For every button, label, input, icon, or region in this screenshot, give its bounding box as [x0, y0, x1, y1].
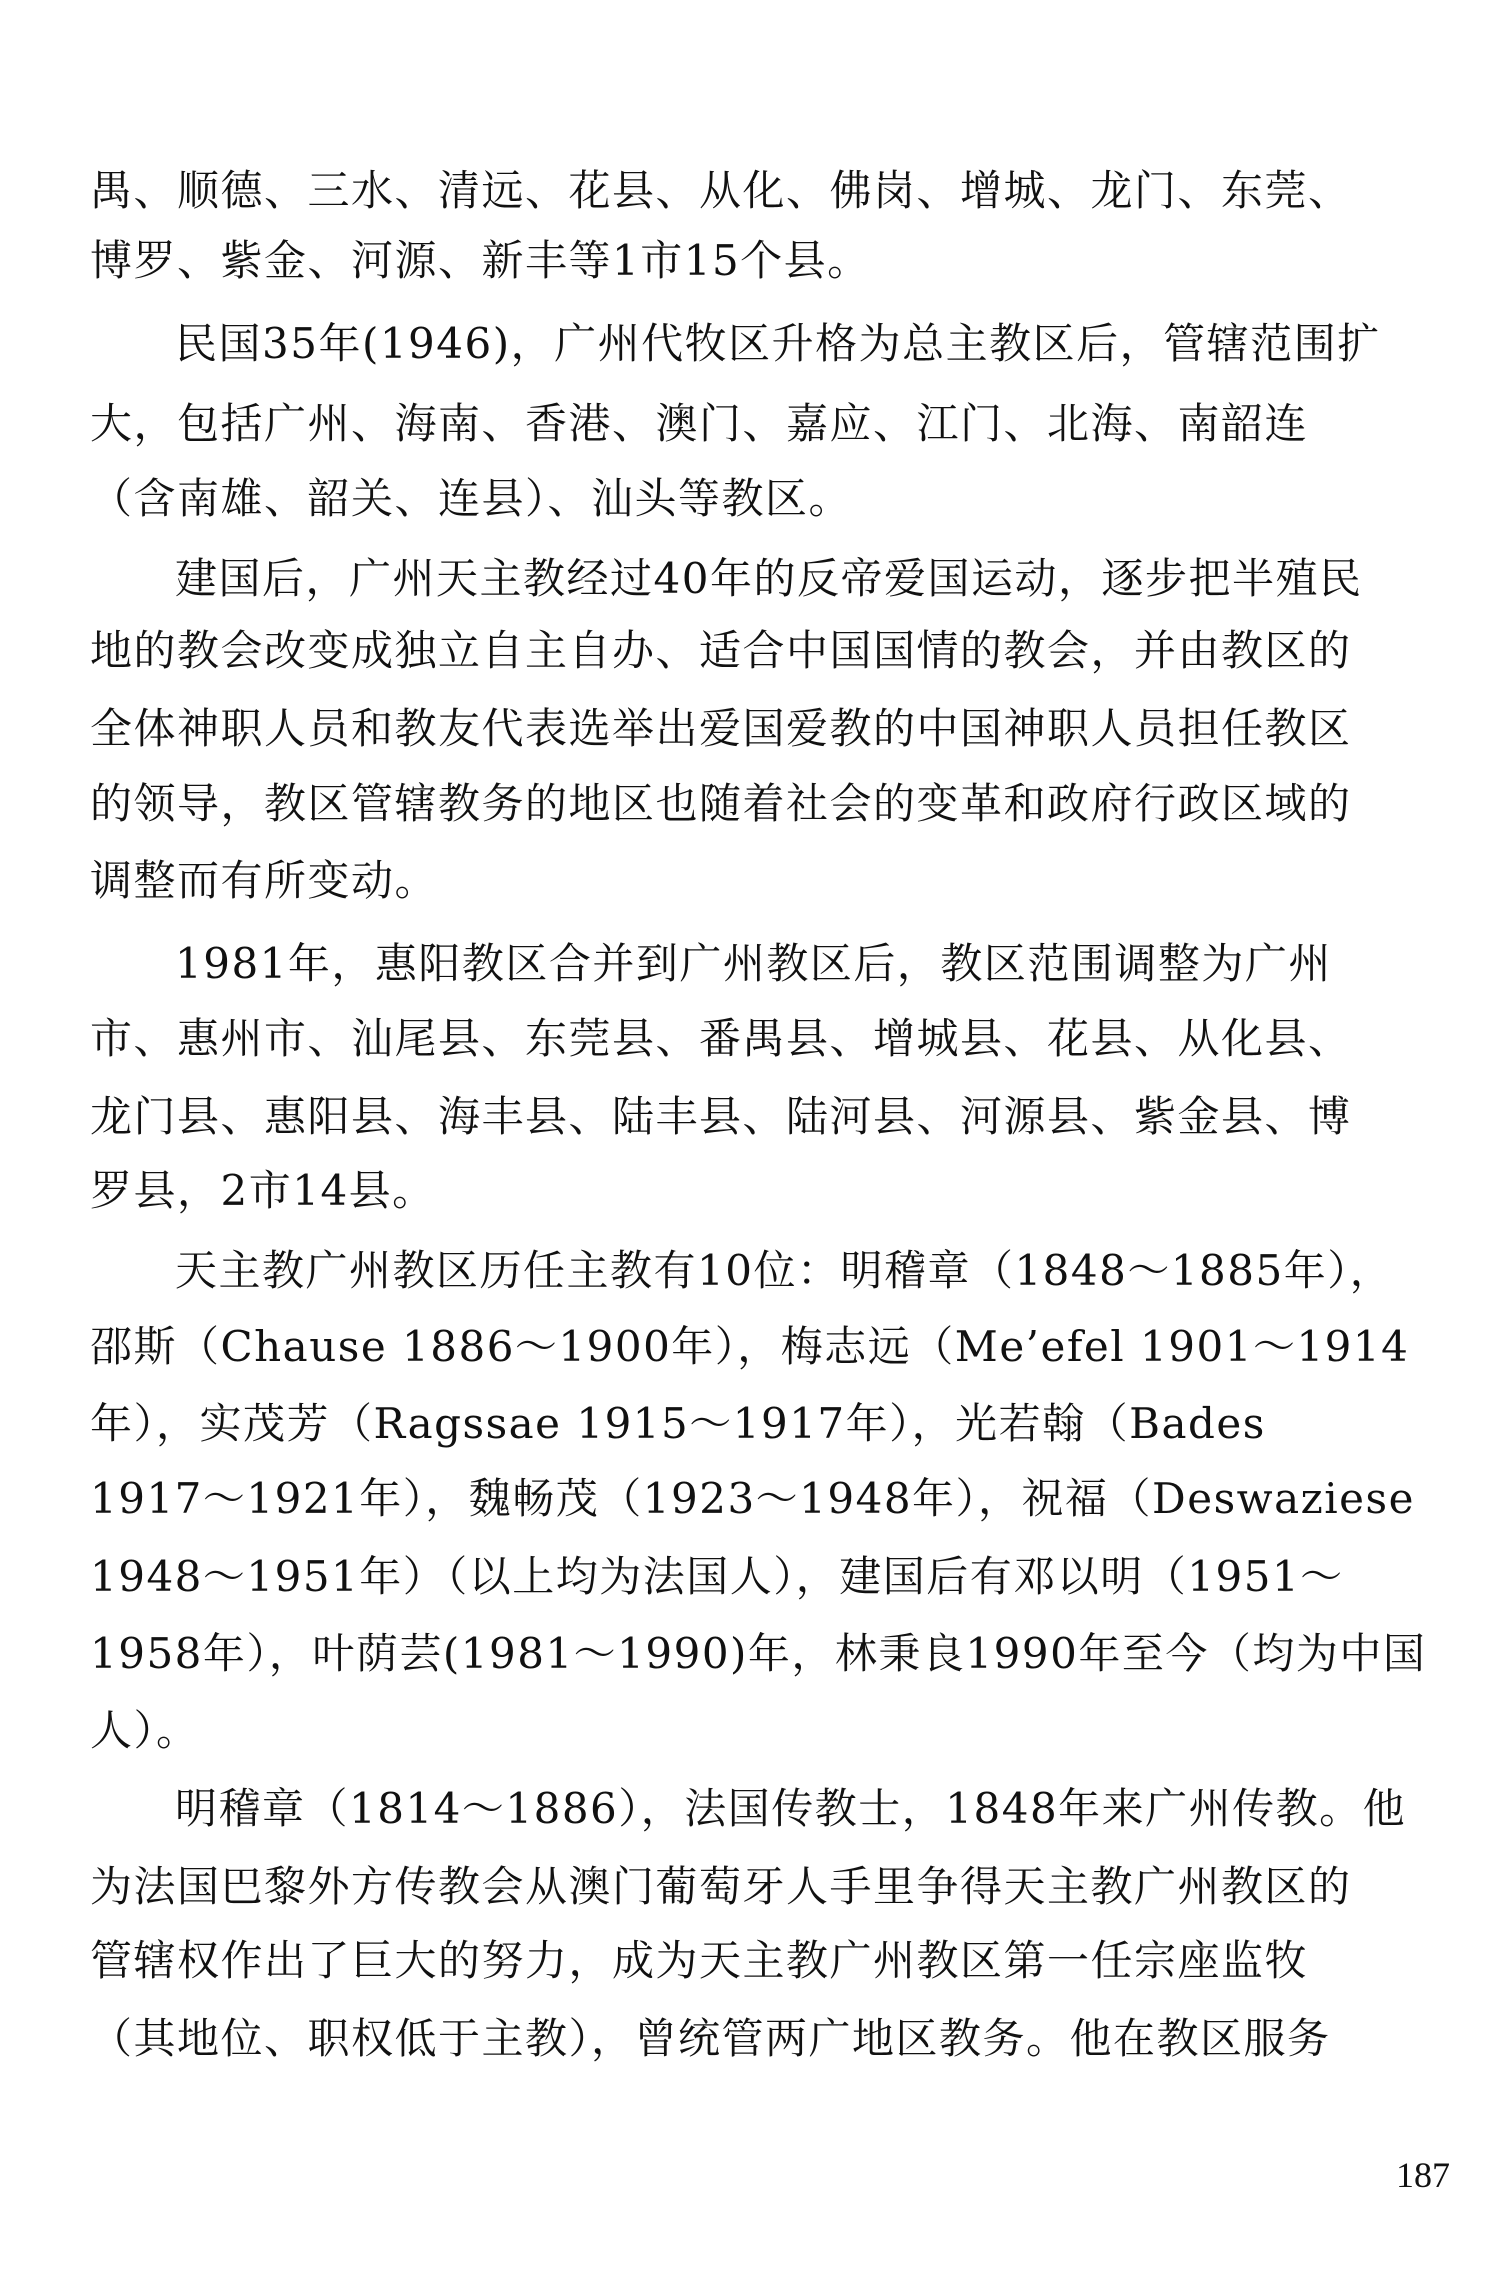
text-line: 明稽章（1814～1886），法国传教士，1848年来广州传教。他 [175, 1784, 1407, 1833]
text-line: 为法国巴黎外方传教会从澳门葡萄牙人手里争得天主教广州教区的 [90, 1862, 1352, 1911]
text-line: 邵斯（Chause 1886～1900年），梅志远（Me’efel 1901～1914 [90, 1322, 1410, 1371]
text-line: 人）。 [90, 1706, 200, 1755]
text-line: 建国后，广州天主教经过40年的反帝爱国运动，逐步把半殖民 [175, 554, 1363, 603]
page-number: 187 [1396, 2155, 1450, 2195]
text-line: （含南雄、韶关、连县）、汕头等教区。 [90, 474, 853, 523]
text-line: 管辖权作出了巨大的努力，成为天主教广州教区第一任宗座监牧 [90, 1936, 1309, 1985]
text-line: 的领导，教区管辖教务的地区也随着社会的变革和政府行政区域的 [90, 779, 1352, 828]
text-line: 天主教广州教区历任主教有10位：明稽章（1848～1885年）， [175, 1246, 1394, 1295]
text-line: 1948～1951年）（以上均为法国人），建国后有邓以明（1951～ [90, 1552, 1344, 1601]
text-line: 大，包括广州、海南、香港、澳门、嘉应、江门、北海、南韶连 [90, 399, 1309, 448]
text-line: 禺、顺德、三水、清远、花县、从化、佛岗、增城、龙门、东莞、 [90, 166, 1352, 215]
text-line: 全体神职人员和教友代表选举出爱国爱教的中国神职人员担任教区 [90, 704, 1352, 753]
text-line: 民国35年(1946)，广州代牧区升格为总主教区后，管辖范围扩 [175, 319, 1381, 368]
text-line: 1958年），叶荫芸(1981～1990)年，林秉良1990年至今（均为中国 [90, 1629, 1427, 1678]
text-line: 1981年，惠阳教区合并到广州教区后，教区范围调整为广州 [175, 939, 1332, 988]
text-line: 年），实茂芳（Ragssae 1915～1917年），光若翰（Bades [90, 1399, 1266, 1448]
text-line: 地的教会改变成独立自主自办、适合中国国情的教会，并由教区的 [90, 626, 1352, 675]
text-line: 调整而有所变动。 [90, 856, 439, 905]
text-line: 博罗、紫金、河源、新丰等1市15个县。 [90, 236, 871, 285]
text-line: （其地位、职权低于主教），曾统管两广地区教务。他在教区服务 [90, 2014, 1331, 2063]
text-line: 1917～1921年），魏畅茂（1923～1948年），祝福（Deswaziese [90, 1474, 1415, 1523]
text-line: 龙门县、惠阳县、海丰县、陆丰县、陆河县、河源县、紫金县、博 [90, 1092, 1352, 1141]
text-line: 罗县，2市14县。 [90, 1166, 436, 1215]
text-line: 市、惠州市、汕尾县、东莞县、番禺县、增城县、花县、从化县、 [90, 1014, 1352, 1063]
